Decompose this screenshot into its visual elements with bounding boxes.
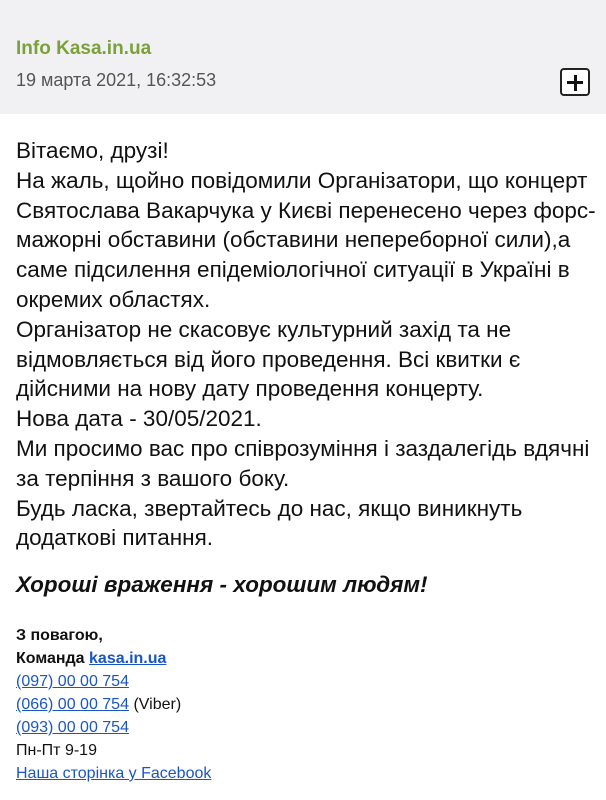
- team-line: [16, 647, 211, 670]
- body-paragraph: На жаль, щойно повідомили Організатори, що концерт Святослава Вакарчука у Києві перенесено через форс-мажорні обставини (обставини непереборної сили),а саме підсилення епідеміологічної ситуації в Україні в окремих областях.: [16, 167, 596, 312]
- tagline: Хороші враження - хорошим людям!: [16, 572, 428, 597]
- signature: [16, 624, 211, 785]
- greeting: Вітаємо, друзі!: [16, 138, 169, 163]
- facebook-link[interactable]: Наша сторінка у Facebook: [16, 765, 212, 782]
- viber-note: (Viber): [133, 696, 182, 713]
- body-paragraph: Ми просимо вас про співрозуміння і заздалегідь вдячні за терпіння з вашого боку.: [16, 435, 590, 491]
- regards-text: З повагою,: [16, 627, 103, 644]
- phone-link-2[interactable]: (066) 00 00 754: [16, 696, 129, 713]
- sender-name[interactable]: Info Kasa.in.ua: [16, 38, 152, 59]
- team-prefix: Команда: [16, 650, 85, 667]
- email-header: [0, 0, 606, 114]
- body-paragraph: Будь ласка, звертайтесь до нас, якщо виникнуть додаткові питання.: [16, 495, 523, 551]
- new-date: Нова дата - 30/05/2021.: [16, 406, 262, 432]
- team-link[interactable]: kasa.in.ua: [89, 650, 167, 667]
- phone-link-3[interactable]: (093) 00 00 754: [16, 719, 129, 736]
- phone-link-1[interactable]: (097) 00 00 754: [16, 673, 129, 690]
- body-paragraph: Організатор не скасовує культурний захід та не відмовляється від його проведення. Всі квитки є дійсними на нову дату проведення концерту.: [16, 316, 521, 402]
- email-body: [16, 136, 596, 553]
- working-hours: Пн-Пт 9-19: [16, 742, 97, 759]
- email-date: 19 марта 2021, 16:32:53: [16, 70, 217, 90]
- expand-button[interactable]: [560, 68, 590, 96]
